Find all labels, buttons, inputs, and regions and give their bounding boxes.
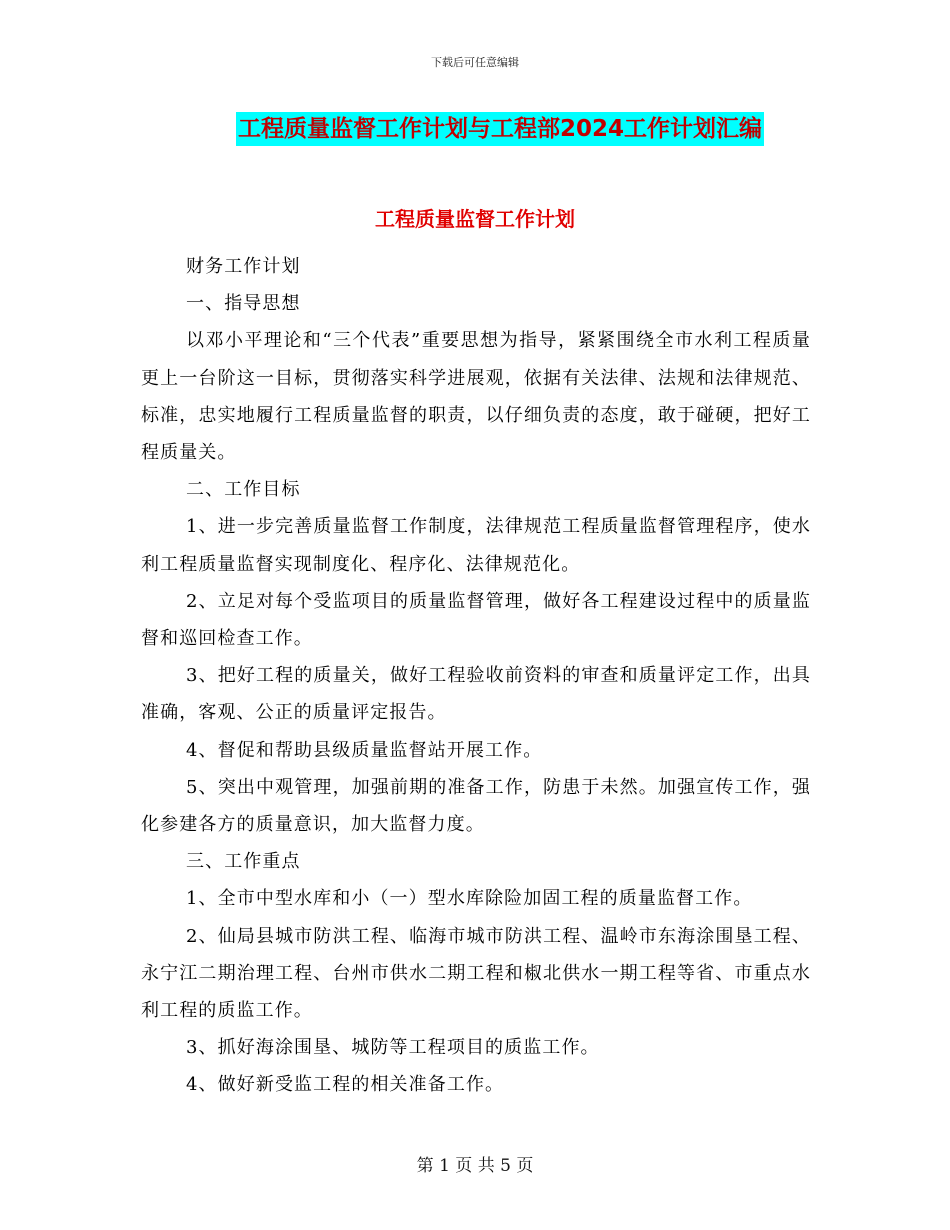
paragraph: 3、把好工程的质量关，做好工程验收前资料的审查和质量评定工作，出具准确，客观、公正的质量评定报告。 [141,665,811,724]
page-number-footer: 第 1 页 共 5 页 [416,1156,534,1176]
paragraph: 3、抓好海涂围垦、城防等工程项目的质监工作。 [186,1037,600,1059]
main-title-container [0,112,950,146]
paragraph: 财务工作计划 [186,256,301,277]
paragraph: 以邓小平理论和“三个代表”重要思想为指导，紧紧围绕全市水利工程质量更上一台阶这一目标，贯彻落实科学进展观，依据有关法律、法规和法律规范、标准，忠实地履行工程质量监督的职责，以仔细负责的态度，敢于碰硬，把好工程质量关。 [141,330,811,464]
paragraph: 1、进一步完善质量监督工作制度，法律规范工程质量监督管理程序，使水利工程质量监督实现制度化、程序化、法律规范化。 [141,516,811,575]
paragraph: 1、全市中型水库和小（一）型水库除险加固工程的质量监督工作。 [186,888,753,910]
document-body [141,248,811,1104]
paragraph: 二、工作目标 [186,479,301,501]
section-title: 工程质量监督工作计划 [375,207,575,231]
header-note: 下载后可任意编辑 [431,56,519,69]
paragraph: 2、立足对每个受监项目的质量监督管理，做好各工程建设过程中的质量监督和巡回检查工作。 [141,590,811,650]
paragraph: 三、工作重点 [186,851,301,873]
main-title: 工程质量监督工作计划与工程部2024工作计划汇编 [236,112,764,146]
paragraph: 一、指导思想 [186,293,301,315]
paragraph: 5、突出中观管理，加强前期的准备工作，防患于未然。加强宣传工作，强化参建各方的质量意识，加大监督力度。 [141,776,811,836]
paragraph: 4、做好新受监工程的相关准备工作。 [186,1074,505,1096]
paragraph: 2、仙局县城市防洪工程、临海市城市防洪工程、温岭市东海涂围垦工程、永宁江二期治理工程、台州市供水二期工程和椒北供水一期工程等省、市重点水利工程的质监工作。 [141,925,811,1022]
paragraph: 4、督促和帮助县级质量监督站开展工作。 [186,739,543,761]
